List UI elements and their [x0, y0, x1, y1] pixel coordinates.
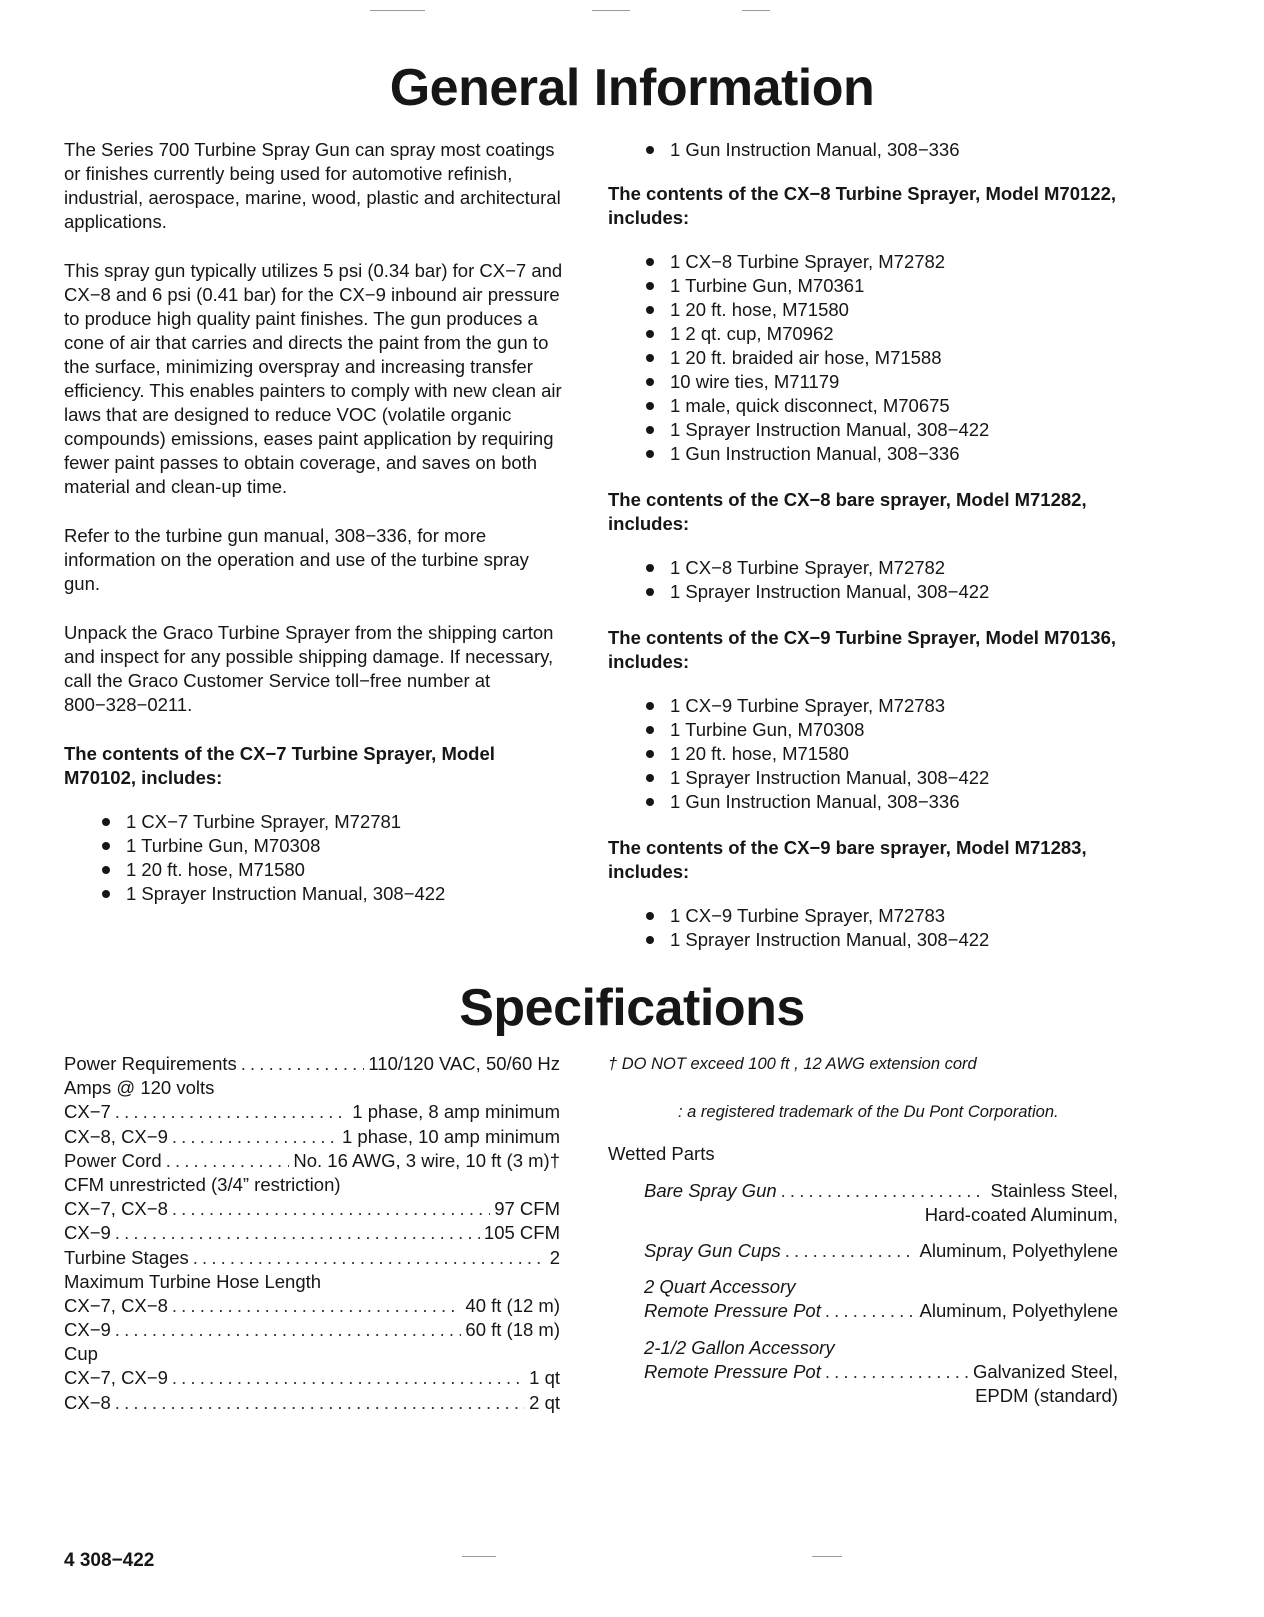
bullet-icon [646, 378, 654, 386]
cx8-contents-heading: The contents of the CX−8 Turbine Sprayer, Model M70122, includes: [608, 183, 1117, 228]
bullet-icon [646, 282, 654, 290]
cx7-contents-list [64, 810, 564, 906]
list-item: 1 Turbine Gun, M70308 [644, 718, 1148, 742]
wetted-part-gallon-pot: 2-1/2 Gallon Accessory Remote Pressure Pot . . . Galvanized Steel, EPDM (standard) [644, 1336, 1118, 1409]
cx9-contents-list [608, 694, 1148, 814]
list-item: 1 CX−7 Turbine Sprayer, M72781 [100, 810, 564, 834]
bullet-icon [102, 890, 110, 898]
page-number: 4 308−422 [64, 1550, 155, 1571]
dot-leader [172, 1366, 525, 1390]
bullet-icon [646, 146, 654, 154]
list-item: 1 Sprayer Instruction Manual, 308−422 [100, 882, 564, 906]
cx8-bare-contents-list [608, 556, 1148, 604]
intro-paragraph: The Series 700 Turbine Spray Gun can spray most coatings or finishes currently being used for automotive refinish, industrial, aerospace, marine, wood, plastic and architectural applications. [64, 139, 561, 232]
dot-leader [785, 1239, 916, 1263]
dot-leader [781, 1179, 987, 1203]
dot-leader [825, 1299, 916, 1323]
bullet-icon [646, 750, 654, 758]
list-item: 1 CX−9 Turbine Sprayer, M72783 [644, 904, 1148, 928]
general-information-left-column [64, 138, 564, 928]
spec-row: CX−7, CX−8 . . . 97 CFM [64, 1197, 560, 1221]
spec-row: CX−9 . . . 60 ft (18 m) [64, 1318, 560, 1342]
dot-leader [172, 1294, 462, 1318]
general-information-right-column [608, 138, 1148, 974]
refer-paragraph: Refer to the turbine gun manual, 308−336, for more information on the operation and use of the turbine spray gun. [64, 525, 529, 594]
list-item: 1 Gun Instruction Manual, 308−336 [644, 442, 1148, 466]
bullet-icon [646, 936, 654, 944]
list-item: 1 Sprayer Instruction Manual, 308−422 [644, 766, 1148, 790]
bullet-icon [646, 798, 654, 806]
cx9-bare-contents-list [608, 904, 1148, 952]
bullet-icon [646, 912, 654, 920]
spec-row: Turbine Stages . . . 2 [64, 1246, 560, 1270]
spec-row: Power Cord . . . No. 16 AWG, 3 wire, 10 ft (3 m)† [64, 1149, 560, 1173]
bullet-icon [646, 330, 654, 338]
extension-cord-note: † DO NOT exceed 100 ft , 12 AWG extension cord [608, 1055, 977, 1073]
cx8-contents-list [608, 250, 1148, 466]
wetted-part-quart-pot: 2 Quart Accessory Remote Pressure Pot . . . Aluminum, Polyethylene [644, 1275, 1118, 1323]
bullet-icon [646, 588, 654, 596]
list-item: 1 Turbine Gun, M70361 [644, 274, 1148, 298]
dot-leader [825, 1360, 969, 1384]
cx8-bare-contents-heading: The contents of the CX−8 bare sprayer, Model M71282, includes: [608, 489, 1087, 534]
dot-leader [193, 1246, 546, 1270]
list-item: 1 20 ft. hose, M71580 [644, 298, 1148, 322]
list-item: 1 CX−9 Turbine Sprayer, M72783 [644, 694, 1148, 718]
bullet-icon [102, 818, 110, 826]
bullet-icon [646, 774, 654, 782]
wetted-parts-title: Wetted Parts [608, 1143, 715, 1165]
unpack-paragraph: Unpack the Graco Turbine Sprayer from the shipping carton and inspect for any possible shipping damage. If necessary, call the Graco Customer Service toll−free number at 800−328−0211. [64, 622, 554, 715]
dot-leader [115, 1221, 480, 1245]
bullet-icon [646, 450, 654, 458]
specifications-notes [608, 1052, 1118, 1420]
wetted-part-cups: Spray Gun Cups . . . Aluminum, Polyethylene [644, 1239, 1118, 1263]
general-information-title: General Information [389, 59, 875, 117]
cx9-bare-contents-heading: The contents of the CX−9 bare sprayer, Model M71283, includes: [608, 837, 1087, 882]
bullet-icon [646, 564, 654, 572]
dot-leader [172, 1197, 490, 1221]
spec-row: CFM unrestricted (3/4” restriction) [64, 1173, 341, 1195]
bullet-icon [102, 866, 110, 874]
trademark-note: : a registered trademark of the Du Pont Corporation. [678, 1103, 1059, 1122]
spec-row: CX−7, CX−8 . . . 40 ft (12 m) [64, 1294, 560, 1318]
wetted-part-bare-gun: Bare Spray Gun . . . Stainless Steel, Hard-coated Aluminum, [644, 1179, 1118, 1227]
list-item: 1 20 ft. hose, M71580 [100, 858, 564, 882]
dot-leader [166, 1149, 290, 1173]
list-item: 1 20 ft. braided air hose, M71588 [644, 346, 1148, 370]
spec-row: Power Requirements . . . 110/120 VAC, 50/60 Hz [64, 1052, 560, 1076]
spec-row: Cup [64, 1343, 98, 1365]
spec-row: CX−7, CX−9 . . . 1 qt [64, 1366, 560, 1390]
bullet-icon [646, 402, 654, 410]
list-item: 1 2 qt. cup, M70962 [644, 322, 1148, 346]
list-item: 1 Gun Instruction Manual, 308−336 [644, 138, 1148, 162]
bullet-icon [102, 842, 110, 850]
list-item: 1 Sprayer Instruction Manual, 308−422 [644, 580, 1148, 604]
dot-leader [115, 1391, 525, 1415]
list-item: 1 Sprayer Instruction Manual, 308−422 [644, 928, 1148, 952]
scan-mark [462, 1556, 496, 1557]
scan-mark [812, 1556, 842, 1557]
scan-mark [370, 10, 425, 11]
dot-leader [115, 1100, 349, 1124]
spec-row: Maximum Turbine Hose Length [64, 1270, 322, 1292]
cx7-contents-heading: The contents of the CX−7 Turbine Sprayer, Model M70102, includes: [64, 743, 495, 788]
list-item: 1 CX−8 Turbine Sprayer, M72782 [644, 250, 1148, 274]
pressure-paragraph: This spray gun typically utilizes 5 psi (0.34 bar) for CX−7 and CX−8 and 6 psi (0.41 bar) for the CX−9 inbound air pressure to produce high quality paint finishes. The gun produces a cone of air that carries and directs the paint from the gun to the surface, minimizing overspray and increasing transfer efficiency. This enables painters to comply with new clean air laws that are designed to reduce VOC (volatile organic compounds) emissions, eases paint application by requiring fewer paint passes to obtain coverage, and saves on both material and clean-up time. [64, 260, 563, 497]
specifications-title: Specifications [459, 979, 805, 1037]
list-item: 1 20 ft. hose, M71580 [644, 742, 1148, 766]
list-item: 10 wire ties, M71179 [644, 370, 1148, 394]
list-item: 1 Turbine Gun, M70308 [100, 834, 564, 858]
cx7-contents-list-continued [608, 138, 1148, 162]
bullet-icon [646, 354, 654, 362]
bullet-icon [646, 306, 654, 314]
bullet-icon [646, 702, 654, 710]
list-item: 1 Sprayer Instruction Manual, 308−422 [644, 418, 1148, 442]
spec-row: CX−9 . . . 105 CFM [64, 1221, 560, 1245]
bullet-icon [646, 726, 654, 734]
list-item: 1 male, quick disconnect, M70675 [644, 394, 1148, 418]
specifications-table [64, 1052, 560, 1415]
spec-row: CX−8, CX−9 . . . 1 phase, 10 amp minimum [64, 1125, 560, 1149]
list-item: 1 CX−8 Turbine Sprayer, M72782 [644, 556, 1148, 580]
spec-row: CX−7 . . . 1 phase, 8 amp minimum [64, 1100, 560, 1124]
dot-leader [241, 1052, 365, 1076]
list-item: 1 Gun Instruction Manual, 308−336 [644, 790, 1148, 814]
dot-leader [115, 1318, 462, 1342]
bullet-icon [646, 426, 654, 434]
scan-mark [592, 10, 630, 11]
spec-row: Amps @ 120 volts [64, 1077, 215, 1099]
bullet-icon [646, 258, 654, 266]
spec-row: CX−8 . . . 2 qt [64, 1391, 560, 1415]
cx9-contents-heading: The contents of the CX−9 Turbine Sprayer, Model M70136, includes: [608, 627, 1117, 672]
scan-mark [742, 10, 770, 11]
dot-leader [172, 1125, 338, 1149]
